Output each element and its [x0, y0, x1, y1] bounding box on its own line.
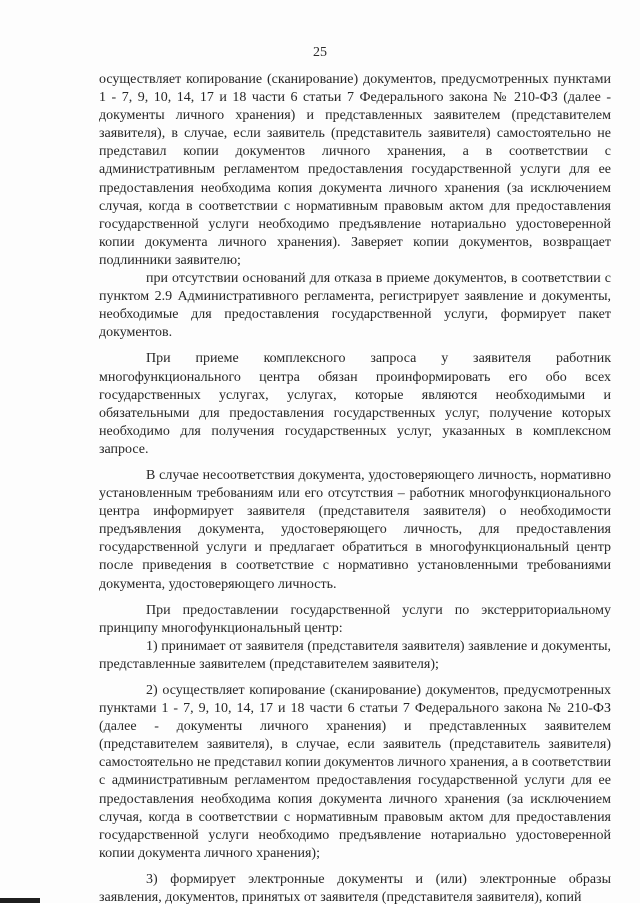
paragraph: При приеме комплексного запроса у заявителя работник многофункционального центра обязан проинформировать его обо всех государственных услугах, услугах, которые являются необходимыми и обязательными для предоставления государственных услуг, получение которых необходимо для получения государственных услуг, указанных в комплексном запросе.	[99, 351, 611, 457]
list-item: 2) осуществляет копирование (сканирование) документов, предусмотренных пунктами 1 - 7, 9, 10, 14, 17 и 18 части 6 статьи 7 Федерального закона № 210-ФЗ (далее - документы личного хранения) и представленных заявителем (представителем заявителя), в случае, если заявитель (представитель заявителя) самостоятельно не представил копии документов личного хранения, а в соответствии с административным регламентом предоставления государственной услуги для ее предоставления необходима копия документа личного хранения (за исключением случая, когда в соответствии с нормативным правовым актом для предоставления государственной услуги необходимо предъявление нотариально удостоверенной копии документа личного хранения);	[99, 683, 611, 861]
list-item: 1) принимает от заявителя (представителя заявителя) заявление и документы, представленные заявителем (представителем заявителя);	[99, 638, 611, 672]
list-item: 3) формирует электронные документы и (или) электронные образы заявления, документов, принятых от заявителя (представителя заявителя), копий	[99, 871, 611, 906]
scan-edge-mark	[0, 898, 40, 903]
paragraph: В случае несоответствия документа, удостоверяющего личность, нормативно установленным требованиям или его отсутствия – работник многофункционального центра информирует заявителя (представителя заявителя) о необходимости предъявления документа, удостоверяющего личность, для предоставления государственной услуги и предлагает обратиться в многофункциональный центр после приведения в соответствие с нормативно установленными требованиями документа, удостоверяющего личность.	[99, 467, 611, 592]
document-body	[99, 71, 611, 907]
paragraph: осуществляет копирование (сканирование) документов, предусмотренных пунктами 1 - 7, 9, 10, 14, 17 и 18 части 6 статьи 7 Федерального закона № 210-ФЗ (далее - документы личного хранения) и представленных заявителем (представителем заявителя), в случае, если заявитель (представитель заявителя) самостоятельно не представил копии документов личного хранения, а в соответствии с административным регламентом предоставления государственной услуги для ее предоставления необходима копия документа личного хранения (за исключением случая, когда в соответствии с нормативным правовым актом для предоставления государственной услуги необходимо предъявление нотариально удостоверенной копии документа личного хранения). Заверяет копии документов, возвращает подлинники заявителю;	[99, 72, 611, 268]
page-number: 25	[313, 45, 327, 60]
paragraph: При предоставлении государственной услуги по экстерриториальному принципу многофункциональный центр:	[99, 602, 611, 636]
paragraph: при отсутствии оснований для отказа в приеме документов, в соответствии с пунктом 2.9 Административного регламента, регистрирует заявление и документы, необходимые для предоставления государственной услуги, формирует пакет документов.	[99, 271, 611, 341]
